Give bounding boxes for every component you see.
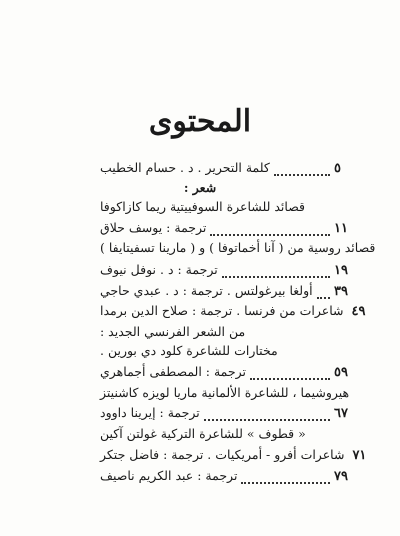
toc-entry	[100, 160, 356, 180]
toc-entry-text: شاعرات أفرو - أمريكيات . ترجمة : فاضل جتكر	[100, 447, 345, 462]
toc-entry	[100, 199, 356, 219]
toc-entry-text: قصائد للشاعرة السوفييتية ريما كازاكوفا	[100, 199, 306, 214]
toc-entry	[100, 385, 356, 405]
toc-entry-text: ترجمة : إيرينا داوود	[100, 405, 200, 420]
toc-entry	[100, 303, 366, 323]
dot-leader	[210, 224, 330, 236]
toc-entry	[100, 220, 356, 240]
toc-entry-text: ترجمة : د . نوفل نيوف	[100, 262, 218, 277]
toc-entry	[100, 240, 376, 260]
toc-entry-text: كلمة التحرير . د . حسام الخطيب	[100, 160, 270, 175]
toc-entry-page: ٧٩	[334, 469, 348, 484]
toc-entry-text: ترجمة : يوسف حلاق	[100, 220, 207, 235]
toc-entry-text: ترجمة : عبد الكريم ناصيف	[100, 468, 238, 483]
toc-entry	[100, 262, 356, 282]
page-title: المحتوى	[148, 104, 252, 139]
dot-leader	[222, 266, 330, 278]
toc-entry	[100, 447, 367, 467]
dot-leader	[250, 368, 330, 380]
toc-entry	[100, 426, 356, 446]
toc-entry-text: شاعرات من فرنسا . ترجمة : صلاح الدين برمدا	[100, 303, 344, 318]
toc-entry	[100, 468, 356, 488]
dot-leader	[241, 472, 330, 484]
dot-leader	[274, 164, 330, 176]
toc-entry-page: ١١	[334, 221, 348, 236]
dot-leader	[204, 409, 330, 421]
toc-entry-text: قصائد روسية من ( آنا أخماتوفا ) و ( مارينا تسفيتايفا )	[100, 240, 376, 255]
toc-entry-page: ٥	[334, 161, 341, 176]
toc-entry-text: ترجمة : المصطفى أجماهري	[100, 364, 247, 379]
toc-entry	[100, 405, 356, 425]
toc-entry-page: ٧١	[352, 448, 367, 463]
toc-entry-text: أولغا بيرغولتس . ترجمة : د . عبدي حاجي	[100, 283, 313, 298]
section-heading-text: شعر :	[183, 180, 217, 195]
toc-entry-text: « قطوف » للشاعرة التركية غولتن آكين	[100, 426, 306, 441]
toc-entry	[100, 324, 356, 344]
toc-entry-text: مختارات للشاعرة كلود دي بورين .	[100, 343, 278, 358]
toc-entry	[100, 364, 356, 384]
toc-entry-text: من الشعر الفرنسي الجديد :	[100, 324, 246, 339]
toc-entry-page: ٣٩	[334, 284, 348, 299]
toc-entry	[100, 343, 356, 363]
toc-entry-page: ٦٧	[334, 406, 348, 421]
dot-leader	[317, 287, 330, 299]
toc-entry-page: ٥٩	[334, 365, 348, 380]
toc-entry-page: ١٩	[334, 263, 348, 278]
section-heading	[60, 180, 340, 200]
toc-entry-text: هيروشيما ، للشاعرة الألمانية ماريا لويزه كاشنيتز	[100, 385, 350, 400]
toc-entry-page: ٤٩	[351, 304, 366, 319]
toc-entry	[100, 283, 356, 303]
